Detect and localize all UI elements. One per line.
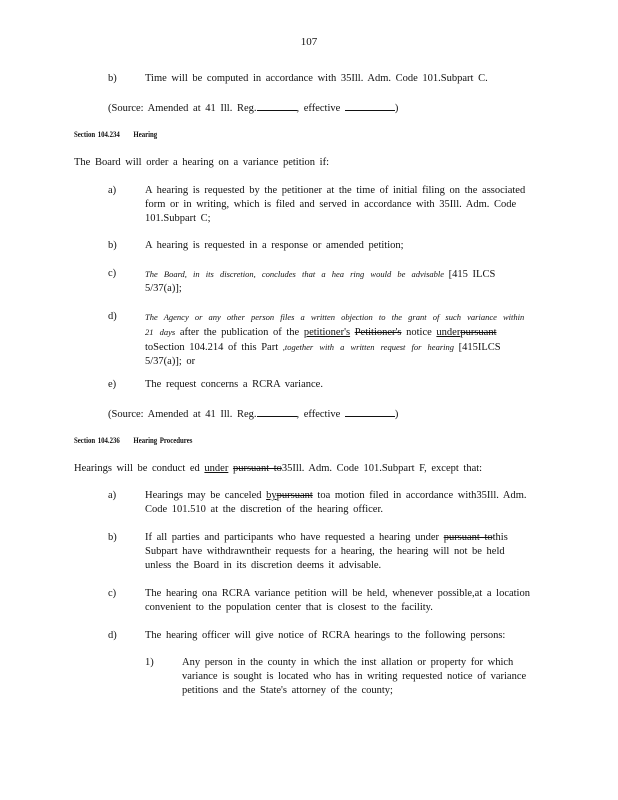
inserted-text: petitioner's [303,327,351,338]
text-run: Hearings will be conduct ed [74,463,200,474]
section-intro: The Board will order a hearing on a variance petition if: [74,157,329,168]
item-c-text: The hearing ona RCRA variance petition will be held, whenever possible,at a location convenient to the population center that is closest to the facility. [145,588,530,613]
subitem-1-text: Any person in the county in which the inst allation or property for which variance is sought is located who has in writing requested notice of variance petitions and the State's attorney of the county; [182,657,527,696]
inserted-text: under [204,463,229,474]
section-heading [74,436,206,445]
source-prefix: (Source: Amended at 41 Ill. Reg. [108,103,257,114]
item-a-text [145,489,535,517]
text-run: Hearings may be canceled [145,490,262,501]
text-run: notice [406,327,432,338]
item-a-text: A hearing is requested by the petitioner at the time of initial filing on the associated form or in writing, which is filed and served in accordance with 35Ill. Adm. Code 101.Subpart C; [145,185,526,224]
deleted-text: pursuant to [232,463,282,474]
item-e-text: The request concerns a RCRA variance. [145,379,323,390]
blank-line [257,100,297,111]
subitem-1-label: 1) [145,657,154,668]
text-run: toSection 104.214 of this Part [145,342,279,353]
inserted-text: under [436,327,461,338]
citation: [415 ILCS 5/37(a)]; [145,269,496,294]
text-run: If all parties and participants who have requested a hearing under [145,532,440,543]
section-number: Section 104.234 [74,130,120,139]
text-run: after the publication of the [179,327,300,338]
text-run: toa motion filed in accordance with35Ill. Adm. Code 101.510 at the discretion of the hearing officer. [145,490,527,515]
item-b-label: b) [108,240,117,251]
source-note [108,100,508,116]
section-heading [74,130,171,139]
item-b-label: b) [108,532,117,543]
item-d-label: d) [108,311,117,322]
item-d-text: The hearing officer will give notice of RCRA hearings to the following persons: [145,630,506,641]
item-b-text [145,531,535,573]
blank-line [345,100,395,111]
statutory-quote: ,together with a written request for hearing [282,342,454,352]
item-a-label: a) [108,490,117,501]
source-end: ) [394,103,399,114]
statutory-quote: The Board, in its discretion, concludes that a hea ring would be advisable [145,269,445,279]
inserted-text: by [266,490,277,501]
page-number: 107 [300,36,318,48]
blank-line [257,406,297,417]
statutory-quote: The Agency or any other person files a written objection to the grant of such variance within 21 days [145,312,525,337]
item-d-label: d) [108,630,117,641]
item-d-text [145,310,530,369]
source-mid: , effective [296,103,341,114]
deleted-text: pursuant to [443,532,493,543]
section-intro [74,462,554,476]
item-c-label: c) [108,588,117,599]
text-run: 35Ill. Adm. Code 101.Subpart F, except that: [281,463,483,474]
deleted-text: Petitioner's [354,327,402,338]
source-note [108,406,508,422]
deleted-text: pursuant [276,490,313,501]
item-e-label: e) [108,379,117,390]
item-a-label: a) [108,185,117,196]
source-mid: , effective [296,409,341,420]
source-prefix: (Source: Amended at 41 Ill. Reg. [108,409,257,420]
source-end: ) [394,409,399,420]
section-number: Section 104.236 [74,436,120,445]
text-run: this Subpart have withdrawntheir requests for a hearing, the hearing will not be held unless the Board in its discretion deems it advisable. [145,532,508,571]
item-c-text [145,267,530,296]
item-b-text: Time will be computed in accordance with 35Ill. Adm. Code 101.Subpart C. [145,73,488,84]
deleted-text: pursuant [460,327,497,338]
citation: [415ILCS 5/37(a)]; or [145,342,501,367]
section-title: Hearing Procedures [133,436,193,445]
blank-line [345,406,395,417]
item-b-label: b) [108,73,117,84]
item-b-text: A hearing is requested in a response or amended petition; [145,240,404,251]
section-title: Hearing [133,130,158,139]
item-c-label: c) [108,268,117,279]
